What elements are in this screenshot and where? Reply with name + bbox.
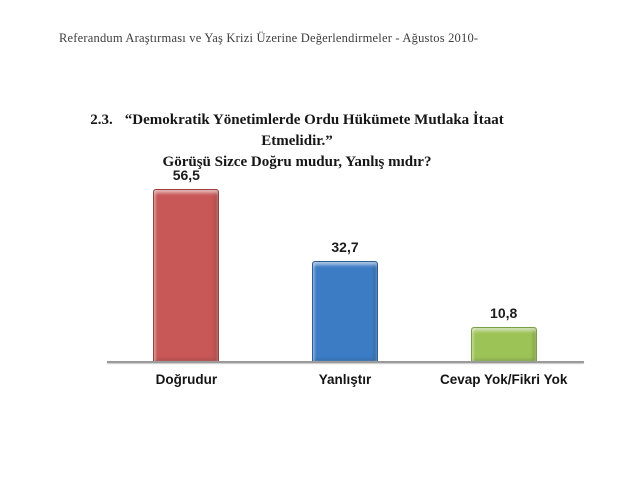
title-quote-text: “Demokratik Yönetimlerde Ordu Hükümete Mutlaka İtaat Etmelidir.” bbox=[124, 112, 504, 149]
bar-chart-plot-area bbox=[107, 150, 583, 362]
bar-slot-yanl-t-r bbox=[266, 239, 425, 362]
value-label-do-rudur: 56,5 bbox=[172, 167, 200, 183]
bar-yanl-t-r bbox=[312, 261, 378, 362]
category-label-yanl-t-r: Yanlıştır bbox=[318, 372, 372, 387]
bar-slot-do-rudur bbox=[107, 167, 266, 362]
category-label-cevap-yok-fikri-yok: Cevap Yok/Fikri Yok bbox=[440, 372, 568, 387]
chart-title-line2: Görüşü Sizce Doğru mudur, Yanlış mıdır? bbox=[162, 154, 432, 170]
category-axis-labels bbox=[107, 372, 583, 387]
bar-do-rudur bbox=[153, 189, 219, 362]
bar-cevap-yok-fikri-yok bbox=[471, 327, 537, 362]
document-header-text: Referandum Araştırması ve Yaş Krizi Üzerine Değerlendirmeler - Ağustos 2010- bbox=[59, 31, 479, 45]
value-label-cevap-yok-fikri-yok: 10,8 bbox=[490, 305, 518, 321]
category-label-do-rudur: Doğrudur bbox=[155, 372, 218, 387]
x-axis-line bbox=[107, 361, 584, 363]
bar-slot-cevap-yok-fikri-yok bbox=[424, 305, 583, 362]
value-label-yanl-t-r: 32,7 bbox=[331, 239, 359, 255]
chart-title-line1 bbox=[55, 110, 539, 152]
section-number: 2.3. bbox=[90, 112, 113, 128]
